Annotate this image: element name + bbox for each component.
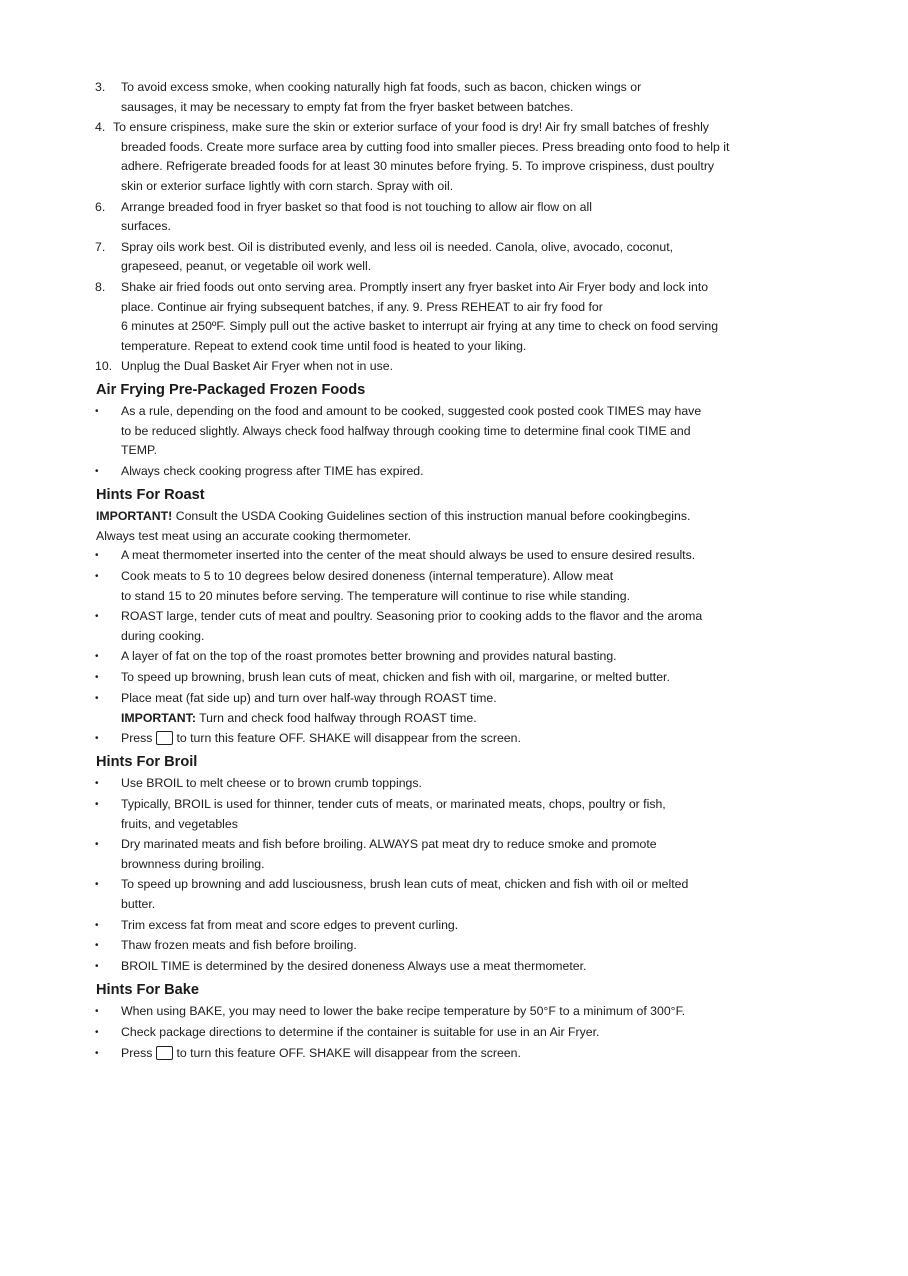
item-text bbox=[113, 118, 848, 196]
bullet-item bbox=[0, 774, 908, 794]
text-line: To speed up browning, brush lean cuts of meat, chicken and fish with oil, margarine, or melted butter. bbox=[121, 670, 670, 685]
bullet-text bbox=[121, 1023, 848, 1043]
text-line: sausages, it may be necessary to empty fat from the fryer basket between batches. bbox=[121, 99, 574, 114]
text-line: Thaw frozen meats and fish before broiling. bbox=[121, 938, 357, 953]
bullet-item bbox=[0, 462, 908, 482]
bullet-text bbox=[121, 546, 848, 566]
text-line: skin or exterior surface lightly with corn starch. Spray with oil. bbox=[121, 178, 454, 193]
text-line: brownness during broiling. bbox=[121, 856, 265, 871]
text-line: Trim excess fat from meat and score edges to prevent curling. bbox=[121, 917, 459, 932]
text-line: to stand 15 to 20 minutes before serving. The temperature will continue to rise while standing. bbox=[121, 588, 631, 603]
manual-page bbox=[0, 78, 908, 1064]
bullet-item bbox=[0, 647, 908, 667]
bullet-item bbox=[0, 1023, 908, 1043]
button-square-icon bbox=[156, 1046, 173, 1060]
text-line: Unplug the Dual Basket Air Fryer when not in use. bbox=[121, 359, 394, 374]
broil-heading: Hints For Broil bbox=[96, 754, 198, 771]
text-line: Arrange breaded food in fryer basket so that food is not touching to allow air flow on all bbox=[121, 199, 592, 214]
text-line: When using BAKE, you may need to lower the bake recipe temperature by 50°F to a minimum of 300°F. bbox=[121, 1004, 686, 1019]
text-line: ROAST large, tender cuts of meat and poultry. Seasoning prior to cooking adds to the flavor and the aroma bbox=[121, 609, 703, 624]
bullet-item bbox=[0, 689, 908, 709]
text-line: Use BROIL to melt cheese or to brown crumb toppings. bbox=[121, 776, 422, 791]
bullet-dot: • bbox=[95, 960, 99, 972]
text-line: TEMP. bbox=[121, 443, 157, 458]
bullet-text bbox=[121, 795, 848, 834]
bullet-text bbox=[121, 462, 848, 482]
bullet-dot: • bbox=[95, 940, 99, 952]
bullet-text bbox=[121, 957, 848, 977]
text-line: Cook meats to 5 to 10 degrees below desired doneness (internal temperature). Allow meat bbox=[121, 569, 614, 584]
item-number: 10. bbox=[95, 359, 113, 374]
text-line: surfaces. bbox=[121, 219, 171, 234]
numbered-item bbox=[0, 118, 908, 196]
bullet-text bbox=[121, 835, 848, 874]
item-text bbox=[121, 357, 848, 377]
bullet-dot: • bbox=[95, 465, 99, 477]
bullet-dot: • bbox=[95, 550, 99, 562]
bullet-text bbox=[121, 774, 848, 794]
bullet-item bbox=[0, 1002, 908, 1022]
numbered-item bbox=[0, 278, 908, 356]
text-line: Always check cooking progress after TIME has expired. bbox=[121, 463, 424, 478]
bullet-text bbox=[121, 936, 848, 956]
broil-bullets bbox=[0, 774, 908, 976]
bullet-item bbox=[0, 607, 908, 646]
bullet-dot: • bbox=[95, 919, 99, 931]
item-number: 7. bbox=[95, 239, 106, 254]
bullet-text bbox=[121, 647, 848, 667]
text-line: during cooking. bbox=[121, 628, 205, 643]
sub-important-text: Turn and check food halfway through ROAST time. bbox=[195, 711, 477, 726]
bullet-dot: • bbox=[95, 732, 99, 744]
numbered-item bbox=[0, 78, 908, 117]
bullet-item bbox=[0, 795, 908, 834]
text-line: As a rule, depending on the food and amount to be cooked, suggested cook posted cook TIMES may have bbox=[121, 403, 702, 418]
item-number: 8. bbox=[95, 279, 106, 294]
roast-heading: Hints For Roast bbox=[96, 487, 205, 504]
bullet-text bbox=[121, 668, 848, 688]
item-number: 6. bbox=[95, 199, 106, 214]
bullet-text bbox=[121, 689, 848, 709]
text-line: adhere. Refrigerate breaded foods for at least 30 minutes before frying. 5. To improve crispiness, dust poultry bbox=[121, 159, 715, 174]
frozen-bullets bbox=[0, 402, 908, 481]
item-number: 3. bbox=[95, 80, 106, 94]
roast-bullets bbox=[0, 546, 908, 708]
bullet-text bbox=[121, 916, 848, 936]
bullet-dot: • bbox=[95, 1006, 99, 1018]
bullet-text bbox=[121, 1002, 848, 1022]
bullet-item bbox=[0, 875, 908, 914]
bullet-dot: • bbox=[95, 1047, 99, 1059]
important-line-2: Always test meat using an accurate cooking thermometer. bbox=[96, 528, 412, 543]
sub-important-label: IMPORTANT: bbox=[121, 711, 196, 726]
bullet-item bbox=[0, 835, 908, 874]
text-line: Shake air fried foods out onto serving area. Promptly insert any fryer basket into Air Fryer body and lock into bbox=[121, 279, 709, 294]
text-line: butter. bbox=[121, 896, 156, 911]
bullet-text bbox=[121, 402, 848, 461]
text-line: fruits, and vegetables bbox=[121, 816, 238, 831]
press-word: Press bbox=[121, 730, 153, 745]
roast-sub-important bbox=[0, 709, 908, 729]
text-line: Check package directions to determine if the container is suitable for use in an Air Fryer. bbox=[121, 1024, 600, 1039]
text-line: place. Continue air frying subsequent batches, if any. 9. Press REHEAT to air fry food for bbox=[121, 299, 603, 314]
text-line: Place meat (fat side up) and turn over half-way through ROAST time. bbox=[121, 690, 497, 705]
roast-important bbox=[0, 507, 908, 546]
button-square-icon bbox=[156, 731, 173, 745]
bullet-text bbox=[121, 607, 848, 646]
text-line: A layer of fat on the top of the roast promotes better browning and provides natural basting. bbox=[121, 649, 617, 664]
text-line: BROIL TIME is determined by the desired doneness Always use a meat thermometer. bbox=[121, 958, 587, 973]
bake-press-item bbox=[0, 1044, 908, 1064]
text-line: Typically, BROIL is used for thinner, tender cuts of meats, or marinated meats, chops, poultry or fish, bbox=[121, 797, 666, 811]
bullet-dot: • bbox=[95, 672, 99, 684]
item-text bbox=[121, 78, 848, 117]
frozen-heading: Air Frying Pre-Packaged Frozen Foods bbox=[96, 381, 366, 398]
bullet-dot: • bbox=[95, 692, 99, 704]
text-line: To avoid excess smoke, when cooking naturally high fat foods, such as bacon, chicken wings or bbox=[121, 80, 642, 94]
bullet-dot: • bbox=[95, 778, 99, 790]
roast-press-item bbox=[0, 729, 908, 749]
text-line: A meat thermometer inserted into the center of the meat should always be used to ensure desired results. bbox=[121, 548, 696, 563]
text-line: temperature. Repeat to extend cook time until food is heated to your liking. bbox=[121, 338, 527, 353]
numbered-list bbox=[0, 78, 908, 377]
text-line: 6 minutes at 250ºF. Simply pull out the active basket to interrupt air frying at any time to check on food serving bbox=[121, 319, 719, 334]
numbered-item bbox=[0, 238, 908, 277]
bullet-item bbox=[0, 936, 908, 956]
bake-bullets bbox=[0, 1002, 908, 1042]
press-after-text: to turn this feature OFF. SHAKE will disappear from the screen. bbox=[176, 730, 521, 745]
important-label: IMPORTANT! bbox=[96, 509, 173, 524]
text-line: To speed up browning and add lusciousness, brush lean cuts of meat, chicken and fish with oil or melted bbox=[121, 877, 689, 892]
bullet-dot: • bbox=[95, 651, 99, 663]
bullet-dot: • bbox=[95, 1026, 99, 1038]
bullet-dot: • bbox=[95, 799, 99, 810]
bullet-text bbox=[121, 875, 848, 914]
bullet-dot: • bbox=[95, 611, 99, 623]
bullet-dot: • bbox=[95, 405, 99, 417]
numbered-item bbox=[0, 357, 908, 377]
text-line: Spray oils work best. Oil is distributed evenly, and less oil is needed. Canola, olive, avocado, coconut, bbox=[121, 239, 674, 254]
important-text: Consult the USDA Cooking Guidelines section of this instruction manual before cookingbegins. bbox=[172, 509, 691, 524]
numbered-item bbox=[0, 198, 908, 237]
bullet-dot: • bbox=[95, 839, 99, 851]
text-line: to be reduced slightly. Always check food halfway through cooking time to determine final cook TIME and bbox=[121, 423, 691, 438]
item-text bbox=[121, 278, 848, 356]
item-number: 4. bbox=[95, 120, 106, 135]
item-text bbox=[121, 198, 848, 237]
bullet-dot: • bbox=[95, 879, 99, 891]
bullet-text bbox=[121, 567, 848, 606]
bullet-item bbox=[0, 567, 908, 606]
press-after-text: to turn this feature OFF. SHAKE will disappear from the screen. bbox=[176, 1045, 521, 1060]
bake-heading: Hints For Bake bbox=[96, 982, 199, 999]
item-text bbox=[121, 238, 848, 277]
bullet-item bbox=[0, 668, 908, 688]
bullet-dot: • bbox=[95, 571, 99, 583]
bullet-item bbox=[0, 916, 908, 936]
text-line: To ensure crispiness, make sure the skin or exterior surface of your food is dry! Air fry small batches of freshly bbox=[113, 120, 709, 135]
text-line: breaded foods. Create more surface area by cutting food into smaller pieces. Press breading onto food to help it bbox=[121, 139, 730, 154]
text-line: grapeseed, peanut, or vegetable oil work well. bbox=[121, 259, 372, 274]
bullet-item bbox=[0, 957, 908, 977]
text-line: Dry marinated meats and fish before broiling. ALWAYS pat meat dry to reduce smoke and promote bbox=[121, 837, 657, 852]
press-word: Press bbox=[121, 1045, 153, 1060]
bullet-item bbox=[0, 402, 908, 461]
bullet-item bbox=[0, 546, 908, 566]
